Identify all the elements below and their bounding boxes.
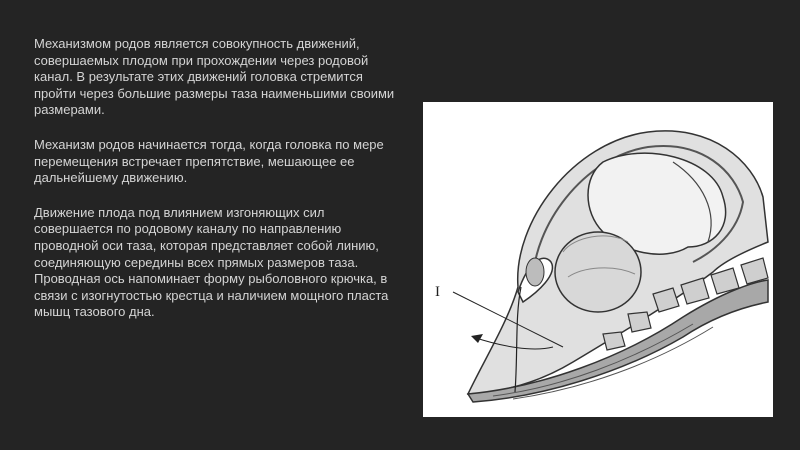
arrow-head-icon [471, 334, 483, 343]
text-block [34, 36, 406, 339]
paragraph-pelvic-axis: Движение плода под влиянием изгоняющих сил совершается по родовому каналу по направлению проводной оси таза, которая представляет собой линию, соединяющую середины всех прямых размеров таза. Проводная ось напоминает форму рыболовного крючка, в связи с изогнутостью крестца и наличием мощного пласта мышц тазового дна. [34, 204, 389, 320]
illustration-drawing [423, 102, 773, 417]
pubic-bone [526, 258, 544, 286]
anatomical-illustration [423, 102, 773, 417]
figure-label: I [435, 284, 440, 300]
paragraph-mechanism-definition: Механизмом родов является совокупность движений, совершаемых плодом при прохождении через родовой канал. В результате этих движений головка стремится пройти через большие размеры таза наименьшими своими размерами. [34, 36, 395, 118]
paragraph-mechanism-start: Механизм родов начинается тогда, когда головка по мере перемещения встречает препятствие, мешающее ее дальнейшему движению. [34, 136, 384, 186]
fetal-head [555, 232, 641, 312]
